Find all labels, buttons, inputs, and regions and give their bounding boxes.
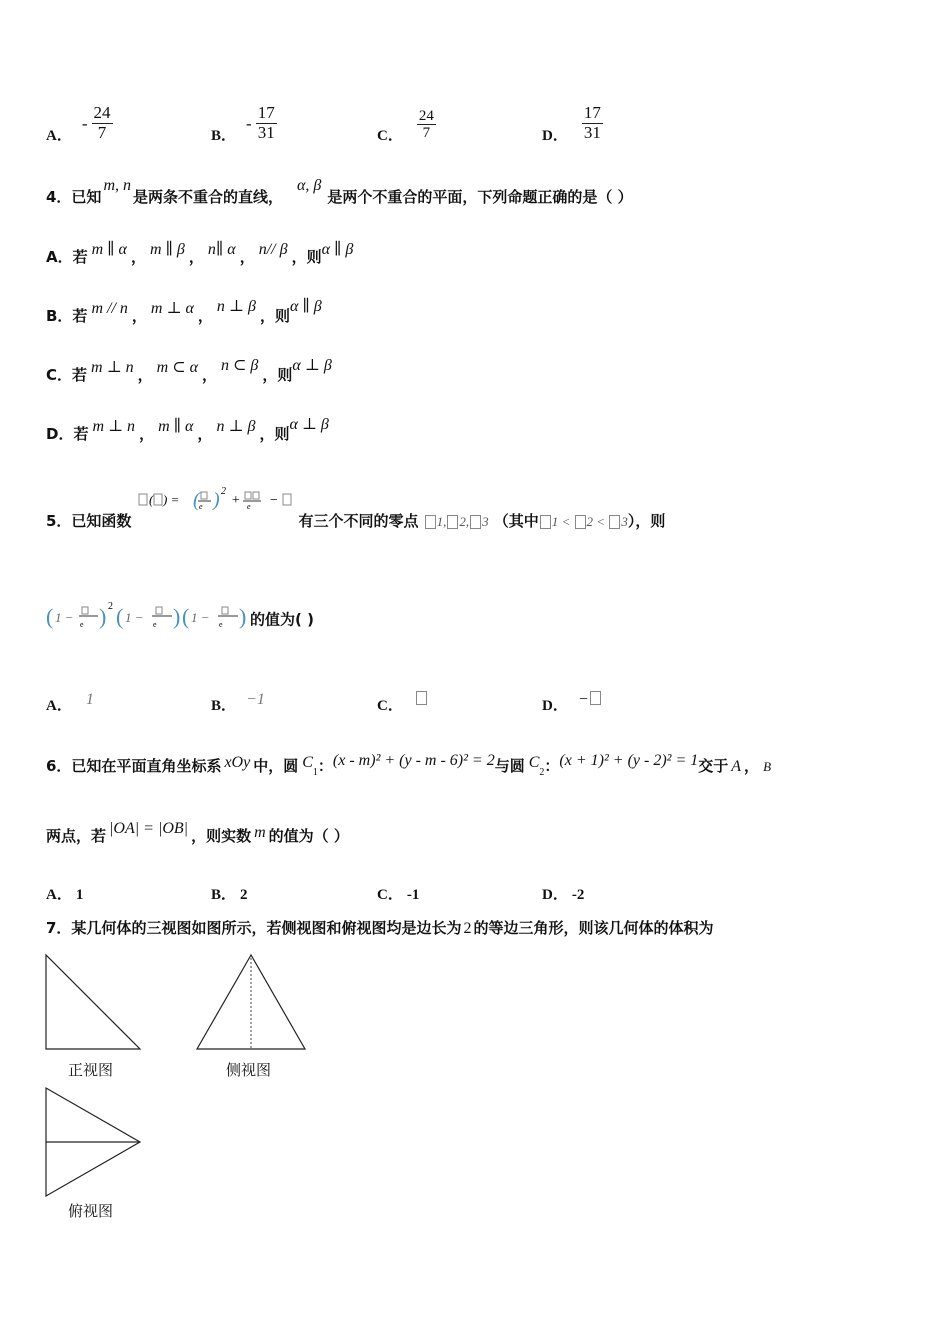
- q6-text4: ，则实数: [191, 827, 252, 845]
- colon: ：: [317, 757, 333, 775]
- q7-text2: 的等边三角形，则该几何体的体积为: [473, 919, 714, 937]
- svg-text:e: e: [219, 620, 223, 629]
- q4-prefix: 4．已知: [46, 188, 102, 206]
- svg-text:e: e: [246, 502, 251, 511]
- q6-text3: 交于: [698, 757, 729, 775]
- q4-option-c[interactable]: C．若 m ⊥ n ， m ⊂ α ，n ⊂ β，则α ⊥ β: [46, 357, 332, 384]
- circle-c2-equation: (x + 1)² + (y - 2)² = 1: [559, 752, 699, 769]
- option-label: B．: [211, 128, 237, 144]
- cond-2: m ⊂ α: [156, 359, 198, 376]
- conclusion: α ⊥ β: [289, 416, 329, 433]
- cond-1: m ⊥ n: [92, 418, 136, 435]
- q4-option-a[interactable]: A．若 m ∥ α ， m ∥ β ， n∥ α ， n// β ，则α ∥ β: [46, 241, 354, 266]
- svg-text:+: +: [230, 493, 240, 508]
- svg-text:): ): [239, 604, 247, 629]
- q4-vars-planes: α, β: [297, 177, 322, 194]
- cond-2: m ⊥ α: [150, 300, 194, 317]
- side-view-caption: 侧视图: [226, 1063, 272, 1079]
- q6-line2-text: 两点，若: [46, 827, 107, 845]
- sign: -: [246, 113, 252, 133]
- q7-side-length: 2: [463, 920, 472, 937]
- q4-text2: 是两个不重合的平面，下列命题正确的是（ ）: [327, 188, 633, 206]
- q4-text1: 是两条不重合的直线，: [133, 188, 284, 206]
- q6-text5: 的值为（ ）: [268, 827, 349, 845]
- option-label: A．: [46, 698, 72, 714]
- option-label: D．: [542, 887, 568, 903]
- cond-1: m ∥ α: [91, 241, 127, 258]
- q5-text1: 有三个不同的零点: [298, 512, 419, 530]
- option-value: 1: [75, 887, 84, 903]
- denominator: 7: [422, 125, 431, 141]
- option-label: B．: [211, 887, 237, 903]
- option-label: B．若: [46, 307, 88, 325]
- then: ，则: [259, 425, 290, 443]
- conclusion: α ∥ β: [321, 241, 354, 258]
- then: ，则: [259, 307, 290, 325]
- top-view-caption: 俯视图: [68, 1204, 114, 1220]
- cond-4: n// β: [258, 241, 288, 258]
- svg-text:e: e: [80, 620, 84, 629]
- conclusion: α ∥ β: [289, 298, 322, 315]
- svg-text:(: (: [182, 604, 190, 629]
- front-view-triangle: [46, 955, 140, 1049]
- q6-var-m: m: [254, 824, 266, 841]
- point-b: B: [763, 759, 772, 774]
- svg-text:e: e: [153, 620, 157, 629]
- q4-vars-lines: m, n: [103, 177, 131, 194]
- numerator: 17: [583, 103, 601, 123]
- option-label: C．: [377, 128, 403, 144]
- option-value: −: [577, 691, 589, 708]
- svg-text:): ): [212, 489, 220, 511]
- option-label: D．: [542, 128, 568, 144]
- q6-text2: 与圆: [494, 757, 525, 775]
- cond-2: m ∥ α: [158, 418, 194, 435]
- sign: -: [81, 113, 88, 133]
- svg-text:2: 2: [108, 601, 113, 612]
- option-label: B．: [211, 698, 237, 714]
- option-label: A．: [46, 128, 72, 144]
- svg-text:1 −: 1 −: [125, 610, 144, 625]
- option-label: C．: [377, 698, 403, 714]
- circle-c1-name: C: [302, 754, 313, 771]
- svg-text:e: e: [198, 502, 203, 511]
- option-label: C．: [377, 887, 403, 903]
- svg-text:): ): [99, 604, 107, 629]
- q5-text4: 的值为( ): [250, 610, 314, 629]
- cond-2: m ∥ β: [149, 241, 185, 258]
- cond-3: n∥ α: [207, 241, 236, 258]
- numerator: 24: [93, 103, 111, 123]
- circle-c2-sub: 2: [539, 767, 545, 779]
- conclusion: α ⊥ β: [292, 357, 332, 374]
- option-label: A．若: [46, 248, 88, 266]
- denominator: 7: [97, 123, 107, 142]
- q6-text1: 中，圆: [253, 757, 299, 775]
- svg-text:(: (: [148, 492, 153, 507]
- q6-prefix: 6．已知在平面直角坐标系: [46, 757, 222, 775]
- option-label: D．若: [46, 425, 89, 443]
- cond-3: n ⊥ β: [216, 418, 256, 435]
- q5-stem: 5．已知函数 ( ) = ( e ) 2 + e − 有三个不同的零点 1, 2, 3 （其中 1 < 2 < 3），则: [46, 486, 666, 530]
- q5-prefix: 5．已知函数: [46, 512, 132, 530]
- option-value: -1: [406, 887, 420, 903]
- q5-text3: ），则: [627, 512, 666, 530]
- svg-text:(: (: [116, 604, 124, 629]
- then: ，则: [291, 248, 322, 266]
- q5-text2: （其中: [493, 512, 539, 530]
- q6-condition: |OA| = |OB|: [109, 820, 189, 837]
- svg-text:1 −: 1 −: [55, 610, 74, 625]
- svg-text:−: −: [268, 493, 278, 508]
- denominator: 31: [583, 123, 601, 142]
- option-value: 1: [85, 691, 94, 708]
- svg-text:1 −: 1 −: [191, 610, 210, 625]
- comma: ，: [744, 757, 760, 775]
- option-label: A．: [46, 887, 72, 903]
- q4-option-b[interactable]: B．若 m // n ， m ⊥ α ，n ⊥ β，则α ∥ β: [46, 298, 322, 325]
- option-value: -2: [571, 887, 585, 903]
- cond-1: m ⊥ n: [91, 359, 134, 376]
- circle-c1-sub: 1: [312, 767, 318, 779]
- option-label: C．若: [46, 366, 88, 384]
- cond-3: n ⊥ β: [216, 298, 256, 315]
- then: ，则: [262, 366, 293, 384]
- denominator: 31: [257, 123, 275, 142]
- numerator: 24: [418, 107, 434, 124]
- svg-text:(: (: [46, 604, 54, 629]
- point-a: A: [731, 758, 742, 775]
- svg-text:) =: ) =: [162, 492, 179, 507]
- cond-1: m // n: [91, 300, 128, 317]
- circle-c2-name: C: [528, 754, 540, 771]
- q4-option-d[interactable]: D．若 m ⊥ n ， m ∥ α ， n ⊥ β ，则α ⊥ β: [46, 416, 329, 443]
- numerator: 17: [257, 103, 275, 123]
- coord-system: xOy: [224, 754, 251, 771]
- svg-text:): ): [173, 604, 181, 629]
- option-label: D．: [542, 698, 568, 714]
- colon: ：: [544, 757, 560, 775]
- front-view-caption: 正视图: [68, 1063, 114, 1079]
- q7-text1: 7．某几何体的三视图如图所示，若侧视图和俯视图均是边长为: [46, 919, 462, 937]
- svg-text:(: (: [192, 489, 200, 511]
- option-value: 2: [240, 887, 248, 903]
- svg-text:2: 2: [220, 486, 226, 497]
- option-value: −1: [246, 691, 265, 708]
- circle-c1-equation: (x - m)² + (y - m - 6)² = 2: [332, 752, 495, 769]
- cond-3: n ⊂ β: [221, 357, 259, 374]
